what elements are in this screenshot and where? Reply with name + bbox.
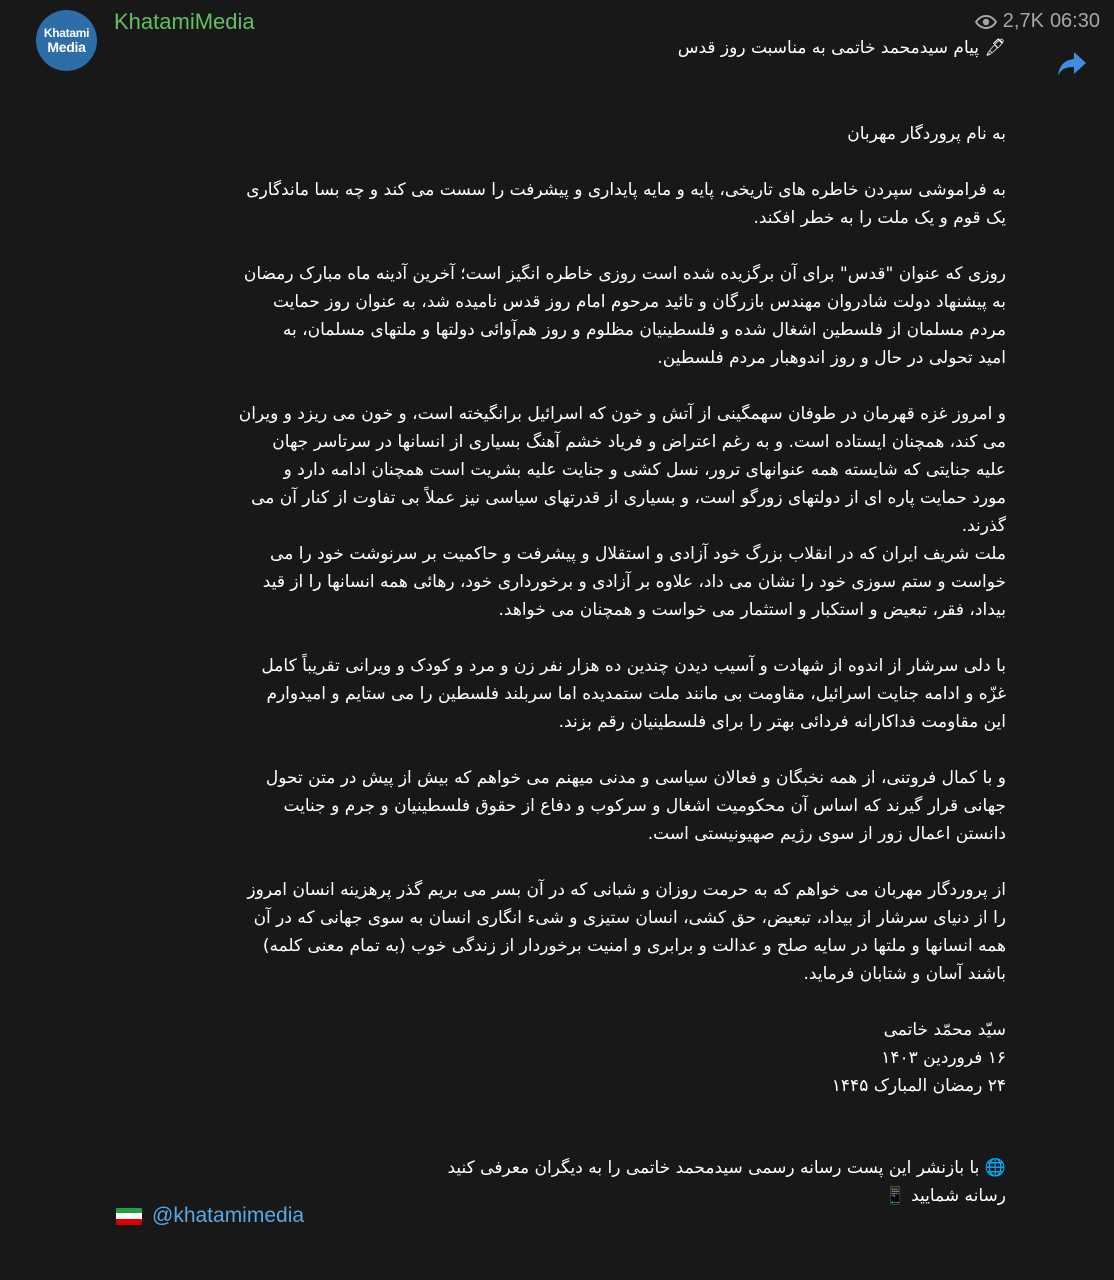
message-meta [975, 10, 1100, 33]
paragraph-4-line: خواست و ستم سوزی خود را نشان می داد، علاوه بر آزادی و برخورداری خود، رهائی همه انسانها را از قید [262, 572, 1006, 592]
avatar-text-line1: Khatami [43, 26, 90, 40]
paragraph-2-line: امید تحولی در حال و روز اندوهبار مردم فلسطین. [657, 348, 1006, 368]
paragraph-5-line: با دلی سرشار از اندوه از شهادت و آسیب دیدن چندین ده هزار نفر زن و مرد و کودک و ویرانی تقریباً کامل [261, 656, 1006, 676]
paragraph-3-line: و امروز غزه قهرمان در طوفان سهمگینی از آتش و خون که اسرائیل برانگیخته است، و خون می ریزد و ویران [238, 404, 1006, 424]
paragraph-2-line: مردم مسلمان از فلسطین اشغال شده و فلسطینیان مظلوم و روز هم‌آوائی دولتها و ملتهای مسلمان، به [282, 320, 1006, 340]
signature-date-solar: ۱۶ فروردین ۱۴۰۳ [881, 1048, 1006, 1068]
channel-handle-row [116, 1204, 304, 1228]
signature [112, 1016, 1006, 1100]
share-note-line2: رسانه شمایید [911, 1186, 1006, 1206]
paragraph-1-line: یک قوم و یک ملت را به خطر افکند. [753, 208, 1006, 228]
paragraph-3-line: مورد حمایت پاره ای از دولتهای زورگو است، و بسیاری از قدرتهای سیاسی نیز عملاً بی تفاوت از کنار آن می [251, 488, 1006, 508]
iran-flag-icon [116, 1208, 142, 1225]
globe-icon: 🌐 [984, 1158, 1006, 1178]
channel-avatar[interactable] [36, 10, 97, 71]
paragraph-7-line: باشند آسان و شتابان فرماید. [803, 964, 1006, 984]
share-note [112, 1154, 1006, 1210]
message-title-text: پیام سیدمحمد خاتمی به مناسبت روز قدس [677, 38, 979, 58]
paragraph-5-line: این مقاومت فداکارانه فردائی بهتر را برای فلسطینیان رقم بزند. [558, 712, 1006, 732]
paragraph-6-line: دانستن اعمال زور از سوی رژیم صهیونیستی است. [647, 824, 1006, 844]
eye-icon [975, 14, 997, 30]
paragraph-7-line: را از دنیای سرشار از بیداد، تبعیض، حق کشی، انسان ستیزی و شیء انگاری انسان به سوی جهانی که در آن [253, 908, 1006, 928]
paragraph-1-line: به فراموشی سپردن خاطره های تاریخی، پایه و مایه پایداری و پیشرفت را سست می کند و چه بسا ماندگاری [246, 180, 1006, 200]
paragraph-7-line: از پروردگار مهربان می خواهم که به حرمت روزان و شبانی که در آن بسر می بریم گذر پرهزینه انسان امروز [247, 880, 1006, 900]
share-arrow-icon [1056, 50, 1088, 78]
message-title [112, 34, 1006, 62]
channel-handle-link[interactable]: @khatamimedia [152, 1204, 305, 1227]
signature-name: سیّد محمّد خاتمی [883, 1020, 1006, 1040]
paragraph-3-line: علیه جنایتی که شایسته همه عنوانهای ترور، نسل کشی و جنایت علیه بشریت است همچنان ادامه دارد و [283, 460, 1006, 480]
paragraph-3-line: گذرند. [961, 516, 1006, 536]
message-body [112, 34, 1006, 1210]
paragraph-1 [112, 176, 1006, 232]
signature-date-lunar: ۲۴ رمضان المبارک ۱۴۴۵ [831, 1076, 1006, 1096]
share-note-line1: با بازنشر این پست رسانه رسمی سیدمحمد خاتمی را به دیگران معرفی کنید [447, 1158, 980, 1178]
paragraph-4-line: بیداد، فقر، تبعیض و استکبار و استثمار می خواست و همچنان می خواهد. [498, 600, 1006, 620]
avatar-text-line2: Media [47, 39, 86, 55]
paragraph-7 [112, 876, 1006, 988]
paragraph-3-line: می کند، همچنان ایستاده است. و به رغم اعتراض و فریاد خشم آهنگ بسیاری از انسانها در سرتاسر جهان [272, 432, 1006, 452]
paragraph-6-line: و با کمال فروتنی، از همه نخبگان و فعالان سیاسی و مدنی میهنم می خواهم که بیش از پیش در متن تحول [265, 768, 1006, 788]
view-count: 2,7K [1002, 10, 1044, 32]
phone-icon: 📱 [884, 1186, 906, 1206]
paragraph-2-line: به پیشنهاد دولت شادروان مهندس بازرگان و تائید مرحوم امام روز قدس نامیده شد، به عنوان روز حمایت [272, 292, 1006, 312]
paragraph-7-line: همه انسانها و ملتها در سایه صلح و عدالت و برابری و امنیت برخوردار از زندگی خوب (به تمام معنی کلمه) [262, 936, 1006, 956]
paragraph-4 [112, 540, 1006, 624]
message-time: 06:30 [1049, 10, 1100, 32]
paragraph-3 [112, 400, 1006, 540]
paragraph-4-line: ملت شریف ایران که در انقلاب بزرگ خود آزادی و استقلال و پیشرفت و حاکمیت بر سرنوشت خود را می [270, 544, 1006, 564]
paragraph-5-line: غزّه و ادامه جنایت اسرائیل، مقاومت بی مانند ملت ستمدیده اما سربلند فلسطین را می ستایم و امیدوارم [266, 684, 1006, 704]
paragraph-2-line: روزی که عنوان "قدس" برای آن برگزیده شده است روزی خاطره انگیز است؛ آخرین آدینه ماه مبارک رمضان [243, 264, 1006, 284]
channel-name[interactable]: KhatamiMedia [114, 9, 255, 34]
pen-icon: 🖋 [984, 38, 1006, 58]
paragraph-2 [112, 260, 1006, 372]
paragraph-5 [112, 652, 1006, 736]
greeting: به نام پروردگار مهربان [847, 124, 1006, 144]
paragraph-6 [112, 764, 1006, 848]
paragraph-6-line: جهانی قرار گیرند که اساس آن محکومیت اشغال و سرکوب و دفاع از حقوق فلسطینیان و جرم و جنایت [283, 796, 1006, 816]
share-button[interactable] [1056, 50, 1088, 78]
